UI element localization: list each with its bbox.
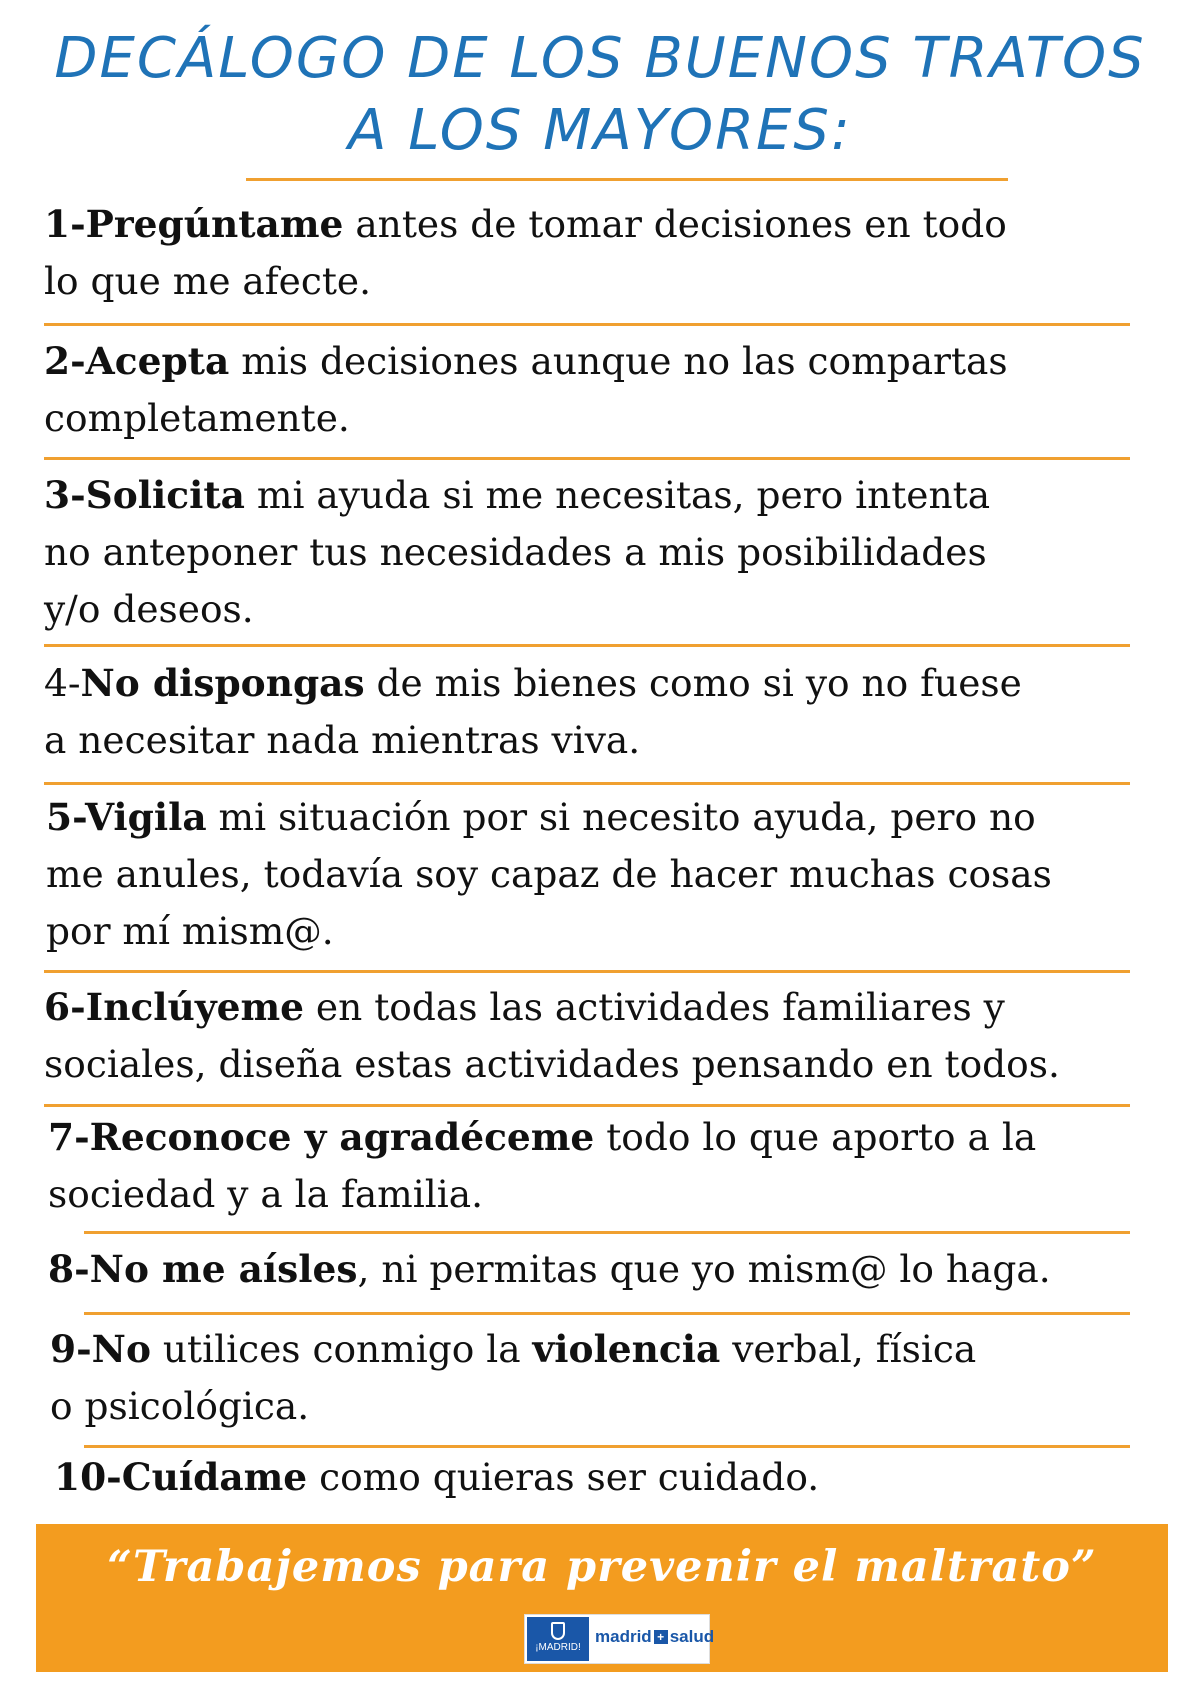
item-number: 5- — [46, 795, 85, 839]
item-keyword: Acepta — [85, 339, 230, 383]
item-text: de mis bienes como si yo no fuese — [364, 661, 1022, 705]
madrid-salud-logo — [524, 1614, 715, 1664]
decalogue-item-1 — [44, 196, 1007, 310]
item-line — [44, 979, 1060, 1036]
title-line-1: DECÁLOGO DE LOS BUENOS TRATOS — [54, 26, 1146, 91]
item-text: verbal, física — [720, 1327, 977, 1371]
item-line — [44, 655, 1022, 712]
item-keyword: violencia — [532, 1327, 721, 1371]
item-divider — [84, 1445, 1130, 1448]
item-line: completamente. — [44, 396, 350, 440]
item-line: me anules, todavía soy capaz de hacer muchas cosas — [46, 852, 1052, 896]
item-divider — [84, 1312, 1130, 1315]
item-divider — [44, 970, 1130, 973]
item-text: utilices conmigo la — [150, 1327, 533, 1371]
decalogue-item-5 — [46, 789, 1052, 960]
item-number: 3- — [44, 473, 86, 517]
item-text: todo lo que aporto a la — [594, 1115, 1037, 1159]
madrid-logo — [527, 1617, 589, 1661]
item-keyword: Pregúntame — [85, 202, 344, 246]
item-divider — [44, 1104, 1130, 1107]
decalogue-item-10 — [54, 1449, 819, 1506]
item-keyword: Solicita — [85, 473, 245, 517]
madrid-logo-text: ¡MADRID! — [535, 1642, 581, 1653]
item-text: en todas las actividades familiares y — [304, 985, 1005, 1029]
item-text: , ni permitas que yo mism@ lo haga. — [357, 1247, 1051, 1291]
item-divider — [44, 457, 1130, 460]
item-line — [44, 333, 1008, 390]
item-text: mis decisiones aunque no las compartas — [229, 339, 1008, 383]
item-keyword: No me aísles — [89, 1247, 358, 1291]
item-number: 10- — [54, 1455, 122, 1499]
item-divider — [84, 1231, 1130, 1234]
item-number: 4- — [44, 661, 81, 705]
item-divider — [44, 644, 1130, 647]
item-line — [46, 789, 1052, 846]
decalogue-item-4 — [44, 655, 1022, 769]
item-number: 6- — [44, 985, 86, 1029]
item-line — [48, 1241, 1051, 1298]
item-keyword: Vigila — [84, 795, 207, 839]
item-line — [54, 1449, 819, 1506]
title-divider — [246, 178, 1008, 181]
plus-icon: + — [654, 1630, 668, 1644]
item-number: 2- — [44, 339, 86, 383]
salud-logo-salud: salud — [669, 1627, 715, 1646]
item-line: sociedad y a la familia. — [48, 1172, 484, 1216]
item-line: por mí mism@. — [46, 909, 334, 953]
item-number: 8- — [48, 1247, 90, 1291]
item-line: lo que me afecte. — [44, 259, 372, 303]
item-line — [50, 1321, 976, 1378]
decalogue-item-9 — [50, 1321, 976, 1435]
decalogue-item-3 — [44, 467, 990, 638]
item-line: o psicológica. — [50, 1384, 310, 1428]
salud-logo-text — [595, 1627, 714, 1647]
item-keyword: Cuídame — [121, 1455, 308, 1499]
item-text: como quieras ser cuidado. — [307, 1455, 820, 1499]
item-text: antes de tomar decisiones en todo — [343, 202, 1007, 246]
salud-logo-madrid: madrid — [595, 1627, 652, 1646]
decalogue-item-7 — [48, 1109, 1036, 1223]
item-keyword: Reconoce y agradéceme — [89, 1115, 595, 1159]
item-text: mi situación por si necesito ayuda, pero no — [206, 795, 1036, 839]
item-line: sociales, diseña estas actividades pensando en todos. — [44, 1042, 1060, 1086]
item-line — [44, 467, 990, 524]
item-line — [48, 1109, 1036, 1166]
decalogue-item-6 — [44, 979, 1060, 1093]
item-line — [44, 196, 1007, 253]
item-number: 9- — [50, 1327, 92, 1371]
decalogue-item-8 — [48, 1241, 1051, 1298]
item-keyword: Inclúyeme — [85, 985, 305, 1029]
footer-banner — [36, 1524, 1168, 1672]
item-number: 1- — [44, 202, 86, 246]
item-keyword: No — [91, 1327, 151, 1371]
item-line: no anteponer tus necesidades a mis posibilidades — [44, 530, 987, 574]
decalogue-item-2 — [44, 333, 1008, 447]
item-line: a necesitar nada mientras viva. — [44, 718, 641, 762]
item-keyword: No dispongas — [80, 661, 365, 705]
item-divider — [44, 782, 1130, 785]
item-line: y/o deseos. — [44, 587, 254, 631]
slogan: “Trabajemos para prevenir el maltrato” — [107, 1542, 1097, 1592]
title-line-2: A LOS MAYORES: — [348, 98, 852, 163]
item-divider — [44, 323, 1130, 326]
item-number: 7- — [48, 1115, 90, 1159]
item-text: mi ayuda si me necesitas, pero intenta — [244, 473, 991, 517]
shield-icon — [551, 1622, 565, 1640]
